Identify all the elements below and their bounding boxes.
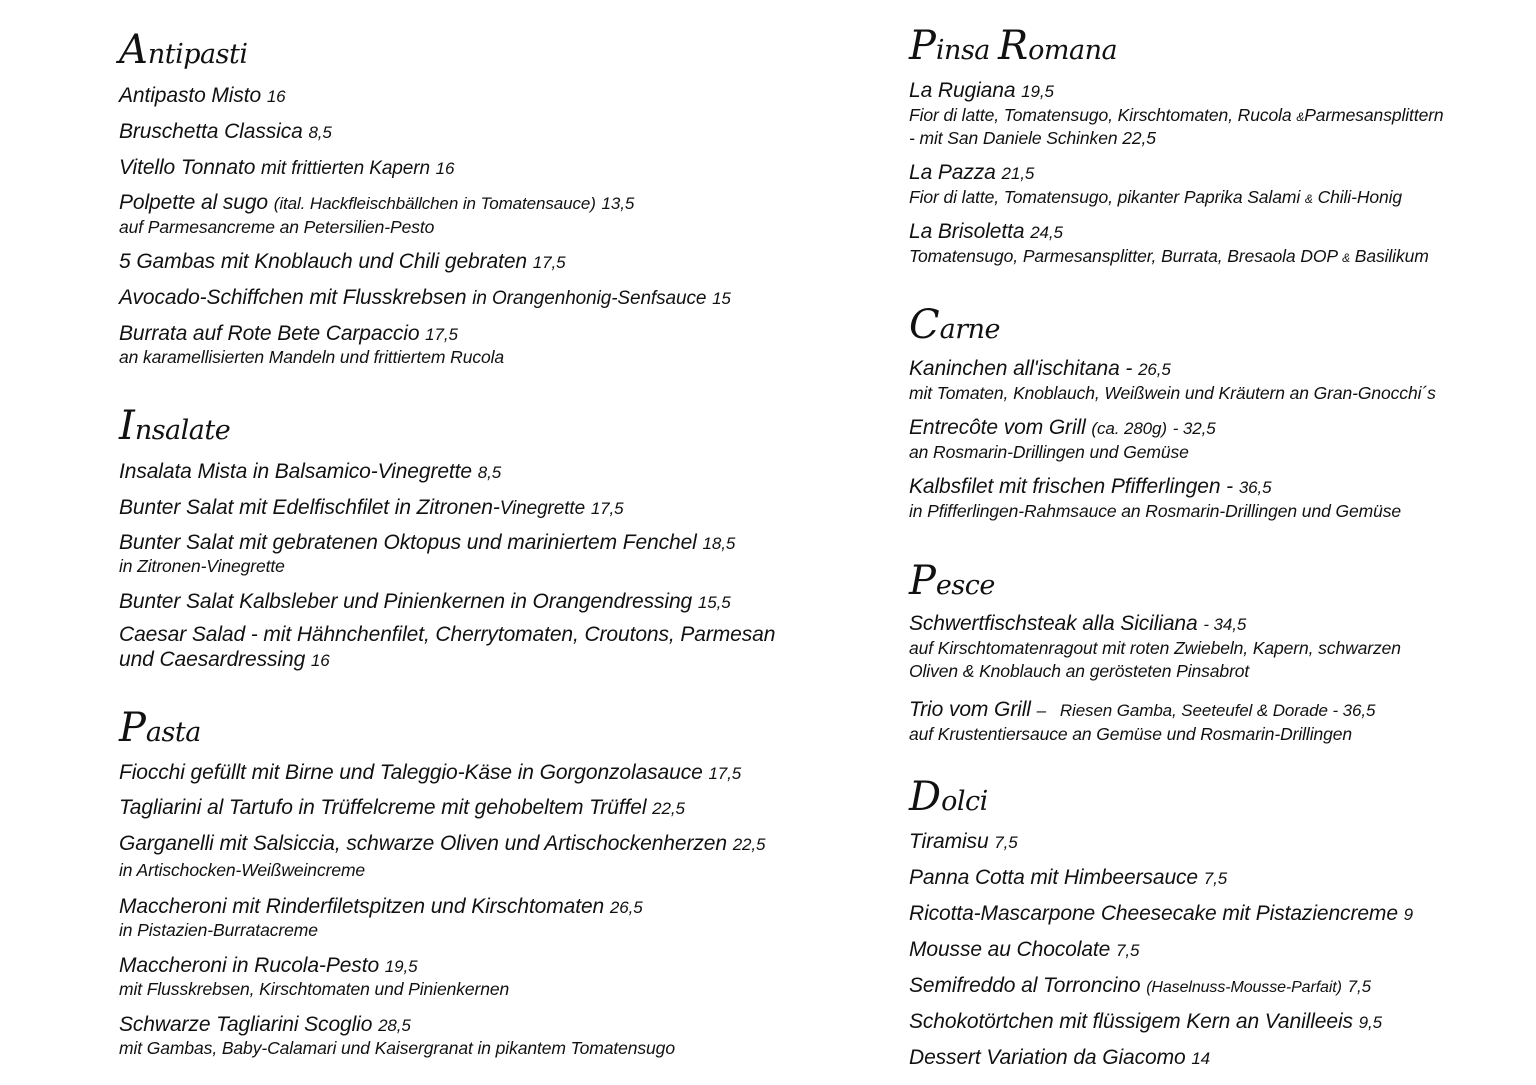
item-price: 26,5 (609, 898, 643, 917)
menu-item-avocado (119, 285, 859, 311)
menu-item-la-pazza (909, 160, 1534, 186)
item-description: mit Flusskrebsen, Kirschtomaten und Pinienkernen (119, 979, 510, 999)
item-name: Tagliarini al Tartufo in Trüffelcreme mit gehobeltem Trüffel (119, 796, 647, 819)
item-description: mit Tomaten, Knoblauch, Weißwein und Kräutern an Gran-Gnocchi´s (909, 383, 1436, 403)
menu-item-la-rugiana (909, 78, 1534, 104)
item-price: 15,5 (697, 593, 731, 612)
item-price: 7,5 (1115, 941, 1140, 960)
item-name: Vitello Tonnato (119, 156, 256, 179)
section-pinsa-romana (909, 23, 1534, 69)
item-description: in Pistazien-Burratacreme (119, 920, 318, 940)
item-price: 24,5 (1030, 223, 1063, 242)
item-price: 16 (266, 87, 286, 106)
item-name: Kaninchen all'ischitana - (909, 357, 1133, 380)
item-name: Entrecôte vom Grill (909, 416, 1086, 439)
section-heading-pinsa-romana: Pinsa Romana (909, 23, 1118, 69)
item-name: Bruschetta Classica (119, 120, 303, 143)
item-name: Bunter Salat Kalbsleber und Pinienkernen in Orangendressing (119, 590, 693, 613)
item-description: in Artischocken-Weißweincreme (119, 860, 366, 880)
ampersand: & (1304, 192, 1313, 206)
item-price: 9 (1403, 905, 1414, 924)
item-price: 8,5 (477, 463, 502, 482)
item-name: Antipasto Misto (119, 84, 262, 107)
item-description: an karamellisierten Mandeln und frittiertem Rucola (119, 347, 505, 367)
item-price: 22,5 (732, 835, 766, 854)
item-description: in Pfifferlingen-Rahmsauce an Rosmarin-Drillingen und Gemüse (909, 501, 1402, 521)
item-name: Fiocchi gefüllt mit Birne und Taleggio-Käse in Gorgonzolasauce (119, 761, 703, 784)
item-name: Schwertfischsteak alla Siciliana (909, 612, 1198, 635)
section-pesce (909, 558, 1534, 604)
menu-item-insalata-mista (119, 459, 859, 485)
item-price: 18,5 (702, 534, 736, 553)
item-name: Kalbsfilet mit frischen Pfifferlingen - (909, 475, 1234, 498)
section-heading-carne: Carne (909, 302, 1000, 348)
menu-item-schokotoertchen (909, 1009, 1534, 1035)
item-note: mit frittierten Kapern (261, 158, 430, 179)
item-price: 19,5 (1021, 82, 1054, 101)
desc-part: Fior di latte, Tomatensugo, pikanter Paprika Salami (909, 187, 1301, 207)
item-price: - 34,5 (1203, 615, 1247, 634)
item-name: La Pazza (909, 161, 996, 184)
item-description-extra: Oliven & Knoblauch an gerösteten Pinsabrot (909, 661, 1250, 681)
item-price: 15 (712, 289, 731, 308)
item-note: in Orangenhonig-Senfsauce (472, 288, 707, 309)
item-name: Trio vom Grill (909, 698, 1031, 721)
section-heading-antipasti: Antipasti (119, 27, 248, 73)
item-name: Ricotta-Mascarpone Cheesecake mit Pistaziencreme (909, 902, 1398, 925)
item-price: 9,5 (1358, 1013, 1383, 1032)
item-price: - 32,5 (1172, 419, 1216, 438)
menu-item-la-brisoletta (909, 219, 1534, 245)
item-name: La Rugiana (909, 79, 1016, 102)
menu-item-caesar-salad-line2 (119, 647, 859, 673)
item-name: Schwarze Tagliarini Scoglio (119, 1013, 373, 1036)
item-name: Schokotörtchen mit flüssigem Kern an Vanilleeis (909, 1010, 1353, 1033)
item-price: 19,5 (384, 957, 418, 976)
menu-item-antipasto-misto (119, 83, 859, 109)
menu-item-salat-oktopus (119, 530, 859, 556)
menu-item-dessert-variation (909, 1045, 1534, 1071)
menu-item-salat-edelfisch (119, 495, 859, 521)
item-note: (ital. Hackfleischbällchen in Tomatensauce) (273, 194, 596, 213)
item-price: 28,5 (378, 1016, 411, 1035)
section-dolci (909, 774, 1534, 820)
item-name: Bunter Salat mit Edelfischfilet in Zitronen- (119, 496, 500, 519)
section-insalate (119, 403, 859, 449)
item-price: 8,5 (308, 123, 332, 142)
menu-item-caesar-salad (119, 622, 859, 648)
menu-item-tagliarini-scoglio (119, 1012, 859, 1038)
item-name: Caesar Salad - mit Hähnchenfilet, Cherrytomaten, Croutons, Parmesan (119, 623, 776, 646)
section-carne (909, 302, 1534, 348)
ampersand: & (1342, 251, 1350, 265)
item-price: 13,5 (601, 194, 635, 213)
item-name: Maccheroni mit Rinderfiletspitzen und Kirschtomaten (119, 895, 605, 918)
ampersand: & (1296, 110, 1305, 124)
menu-item-mousse (909, 937, 1534, 963)
item-description: auf Kirschtomatenragout mit roten Zwiebeln, Kapern, schwarzen (909, 638, 1401, 658)
item-name: Polpette al sugo (119, 191, 269, 214)
item-name: Tiramisu (909, 830, 989, 853)
section-heading-insalate: Insalate (119, 403, 231, 449)
menu-item-schwertfisch (909, 611, 1534, 637)
item-name: Garganelli mit Salsiccia, schwarze Oliven und Artischockenherzen (119, 832, 727, 855)
item-price: 7,5 (994, 833, 1018, 852)
menu-item-maccheroni-rucola (119, 953, 859, 979)
desc-part: Basilikum (1354, 246, 1429, 266)
item-price: 16 (435, 159, 455, 178)
section-heading-pasta: Pasta (119, 705, 201, 751)
item-name: Maccheroni in Rucola-Pesto (119, 954, 380, 977)
item-name: 5 Gambas mit Knoblauch und Chili gebraten (119, 250, 527, 273)
item-price: 17,5 (708, 764, 742, 783)
item-price: 16 (310, 651, 330, 670)
item-description: in Zitronen-Vinegrette (119, 556, 285, 576)
item-note: – Riesen Gamba, Seeteufel & Dorade - 36,5 (1036, 701, 1376, 720)
menu-item-kalbsfilet (909, 474, 1534, 500)
desc-part: Parmesansplittern (1304, 105, 1444, 125)
section-heading-dolci: Dolci (909, 774, 988, 820)
item-price: 17,5 (590, 499, 624, 518)
item-name: Dessert Variation da Giacomo (909, 1046, 1186, 1069)
menu-item-trio-vom-grill (909, 697, 1534, 723)
menu-item-tiramisu (909, 829, 1534, 855)
menu-item-semifreddo (909, 973, 1534, 999)
item-price: 22,5 (652, 799, 685, 818)
item-name: La Brisoletta (909, 220, 1025, 243)
section-pasta (119, 705, 859, 751)
item-note: (ca. 280g) (1091, 419, 1167, 438)
menu-item-fiocchi (119, 760, 859, 786)
item-price: 7,5 (1203, 869, 1228, 888)
menu-item-tagliarini-tartufo (119, 795, 859, 821)
item-name: Insalata Mista in Balsamico-Vinegrette (119, 460, 472, 483)
item-price: 7,5 (1347, 977, 1371, 996)
desc-part: Tomatensugo, Parmesansplitter, Burrata, Bresaola DOP (909, 246, 1343, 266)
item-price: 26,5 (1138, 360, 1171, 379)
item-note: Vinegrette (499, 498, 586, 519)
menu-item-bruschetta (119, 119, 859, 145)
item-price: 17,5 (425, 325, 458, 344)
menu-item-gambas (119, 249, 859, 275)
menu-item-vitello-tonnato (119, 155, 859, 181)
item-description: an Rosmarin-Drillingen und Gemüse (909, 442, 1189, 462)
item-name: Mousse au Chocolate (909, 938, 1111, 961)
item-name: Panna Cotta mit Himbeersauce (909, 866, 1199, 889)
item-description-extra: - mit San Daniele Schinken 22,5 (909, 128, 1156, 148)
item-description (909, 245, 1534, 268)
menu-item-polpette (119, 190, 859, 216)
item-price: 21,5 (1001, 164, 1035, 183)
item-name: Bunter Salat mit gebratenen Oktopus und mariniertem Fenchel (119, 531, 697, 554)
menu-item-kaninchen (909, 356, 1534, 382)
item-name: Semifreddo al Torroncino (909, 974, 1141, 997)
item-price: 17,5 (532, 253, 566, 272)
item-description: auf Krustentiersauce an Gemüse und Rosmarin-Drillingen (909, 724, 1353, 744)
item-name: Burrata auf Rote Bete Carpaccio (119, 322, 420, 345)
menu-item-garganelli (119, 831, 859, 857)
section-antipasti (119, 27, 859, 73)
menu-item-burrata (119, 321, 859, 347)
item-description (909, 104, 1534, 127)
item-price: 14 (1191, 1049, 1211, 1068)
section-heading-pesce: Pesce (909, 558, 995, 604)
item-name-continued: und Caesardressing (119, 648, 306, 671)
menu-item-entrecote (909, 415, 1534, 441)
menu-item-panna-cotta (909, 865, 1534, 891)
item-name: Avocado-Schiffchen mit Flusskrebsen (119, 286, 467, 309)
item-note: (Haselnuss-Mousse-Parfait) (1146, 979, 1342, 996)
menu-item-cheesecake (909, 901, 1534, 927)
desc-part: Fior di latte, Tomatensugo, Kirschtomaten, Rucola (909, 105, 1292, 125)
item-description: auf Parmesancreme an Petersilien-Pesto (119, 217, 435, 237)
item-price: 36,5 (1238, 478, 1272, 497)
menu-item-maccheroni-rinderfilet (119, 894, 859, 920)
desc-part: Chili-Honig (1317, 187, 1403, 207)
menu-item-salat-kalbsleber (119, 589, 859, 615)
item-description (909, 186, 1534, 209)
item-description: mit Gambas, Baby-Calamari und Kaisergranat in pikantem Tomatensugo (119, 1038, 675, 1058)
